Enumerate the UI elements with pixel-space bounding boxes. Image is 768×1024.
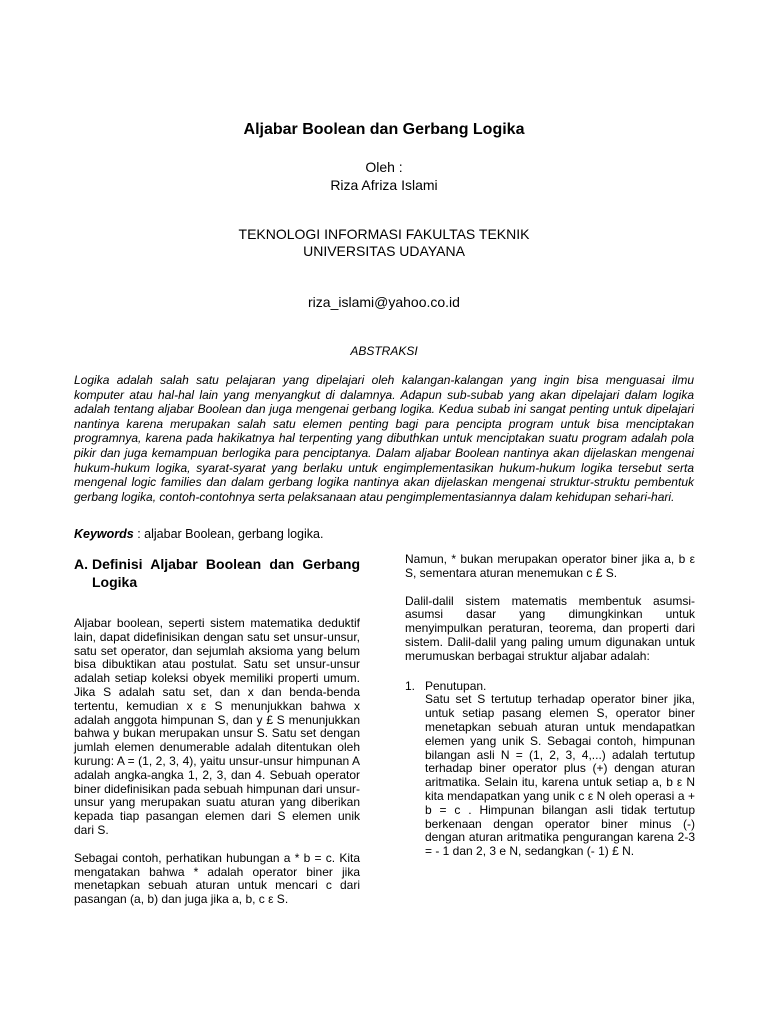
right-paragraph-2: Dalil-dalil sistem matematis membentuk asumsi-asumsi dasar yang dimungkinkan untuk menyimpulkan peraturan, teorema, dan properti dari sistem. Dalil-dalil yang paling umum digunakan untuk merumuskan berbagai struktur aljabar adalah: <box>405 593 695 663</box>
section-a-heading <box>74 555 360 591</box>
paper-title: Aljabar Boolean dan Gerbang Logika <box>243 121 525 138</box>
list-item-body <box>425 680 695 859</box>
list-item-text: Satu set S tertutup terhadap operator biner jika, untuk setiap pasang elemen S, operator biner menetapkan sebuah aturan untuk mendapatkan elemen yang unik S. Sebagai contoh, himpunan bilangan asli N = (1, 2, 3, 4,...) adalah tertutup terhadap biner operator plus (+) dengan aturan aritmatika. Selain itu, karena untuk setiap a, b ε N kita mendapatkan yang unik c ε N oleh operasi a + b = c . Himpunan bilangan asli tidak tertutup berkenaan dengan operator biner minus (-) dengan aturan aritmatika pengurangan karena 2-3 = - 1 dan 2, 3 e N, sedangkan (- 1) £ N. <box>425 692 695 859</box>
byline-label: Oleh : <box>365 159 403 175</box>
section-a-title: Definisi Aljabar Boolean dan Gerbang Logika <box>92 556 360 590</box>
right-column <box>405 553 695 859</box>
left-column <box>74 555 360 907</box>
author-name: Riza Afriza Islami <box>330 177 438 193</box>
keywords-text: : aljabar Boolean, gerbang logika. <box>133 527 324 541</box>
list-item <box>405 680 695 859</box>
affiliation-line-2: UNIVERSITAS UDAYANA <box>303 243 465 259</box>
list-item-title: Penutupan. <box>425 678 487 693</box>
abstract-heading: ABSTRAKSI <box>350 344 418 358</box>
section-a-paragraph-2: Sebagai contoh, perhatikan hubungan a * b = c. Kita mengatakan bahwa * adalah operator biner jika menetapkan sebuah aturan untuk mencari c dari pasangan (a, b) dan juga jika a, b, c ε S. <box>74 850 360 907</box>
section-a-number: A. <box>74 556 88 572</box>
list-item-number: 1. <box>405 678 416 693</box>
section-a-paragraph-1: Aljabar boolean, seperti sistem matematika deduktif lain, dapat didefinisikan dengan satu set unsur-unsur, satu set operator, dan sejumlah aksioma yang belum bisa dibuktikan atau postulat. Satu set unsur-unsur adalah setiap koleksi obyek memiliki properti umum. Jika S adalah satu set, dan x dan benda-benda tertentu, kemudian x ε S menunjukkan bahwa x adalah anggota himpunan S, dan y £ S menunjukkan bahwa y bukan merupakan unsur S. Satu set dengan jumlah elemen denumerable adalah ditentukan oleh kurung: A = (1, 2, 3, 4), yaitu unsur-unsur himpunan A adalah angka-angka 1, 2, 3, dan 4. Sebuah operator biner didefinisikan pada sebuah himpunan dari unsur-unsur yang merupakan suatu aturan yang diberikan kepada tiap pasangan elemen dari S elemen unik dari S. <box>74 616 360 837</box>
abstract-text: Logika adalah salah satu pelajaran yang dipelajari oleh kalangan-kalangan yang ingin bisa menguasai ilmu komputer atau hal-hal lain yang menyangkut di dalamnya. Adapun sub-subab yang akan dipelajari dalam logika adalah tentang aljabar Boolean dan juga mengenai gerbang logika. Kedua subab ini sangat penting untuk dipelajari nantinya karena merupakan salah satu elemen penting bagi para pencipta program untuk bisa menciptakan programnya, karena pada hakikatnya hal terpenting yang dibuthkan untuk menciptakan suatu program adalah pola pikir dan juga kemampuan berlogika para penciptanya. Dalam aljabar Boolean nantinya akan dijelaskan mengenai hukum-hukum logika, syarat-syarat yang berlaku untuk engimplementasikan hukum-hukum logika tersebut serta mengenal logic families dan dalam gerbang logika nantinya akan dijelaskan mengenai struktur-struktu pembentuk gerbang logika, contoh-contohnya serta pelaksanaan atau pengimplementasiannya dalam kehidupan sehari-hari. <box>74 373 694 504</box>
right-paragraph-1: Namun, * bukan merupakan operator biner jika a, b ε S, sementara aturan menemukan c £ S. <box>405 552 695 580</box>
affiliation-line-1: TEKNOLOGI INFORMASI FAKULTAS TEKNIK <box>238 226 530 242</box>
author-email: riza_islami@yahoo.co.id <box>308 294 460 310</box>
keywords-label: Keywords <box>74 527 134 541</box>
keywords-line <box>74 527 323 541</box>
